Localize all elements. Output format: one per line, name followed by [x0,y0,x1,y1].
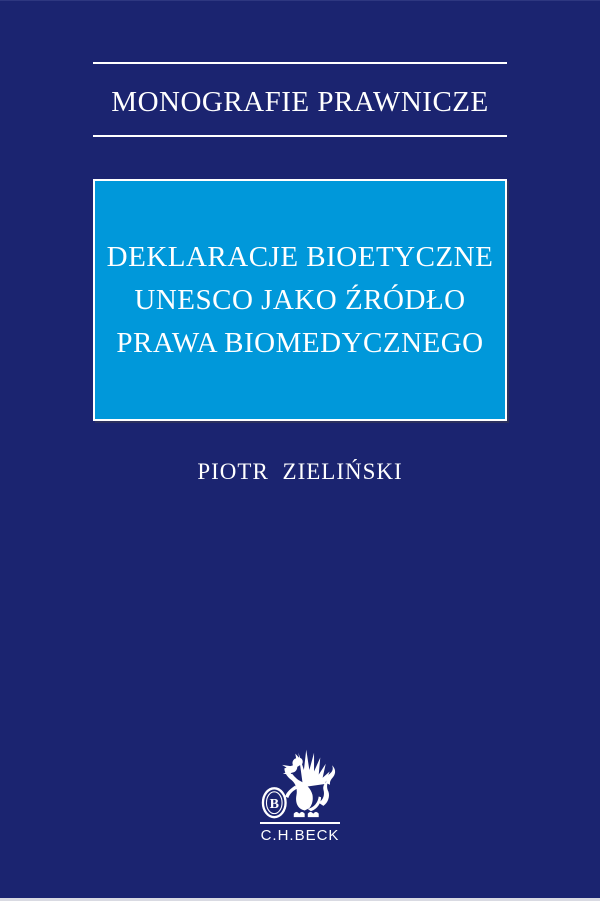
series-divider-bottom [93,135,507,137]
series-title: MONOGRAFIE PRAWNICZE [111,86,489,118]
griffin-logo-icon [261,748,339,820]
book-title-line-2: UNESCO JAKO ŹRÓDŁO [134,283,466,316]
author-name: PIOTR ZIELIŃSKI [197,459,403,484]
book-title [107,236,494,365]
series-divider-top [93,62,507,64]
publisher-divider [260,822,340,824]
book-title-line-3: PRAWA BIOMEDYCZNEGO [116,326,484,359]
publisher-logo-block [260,748,340,844]
book-title-line-1: DEKLARACJE BIOETYCZNE [106,240,494,273]
medallion [263,788,286,817]
publisher-name: C.H.BECK [260,827,340,844]
medallion-letter: B [269,795,279,812]
title-panel [93,179,507,421]
